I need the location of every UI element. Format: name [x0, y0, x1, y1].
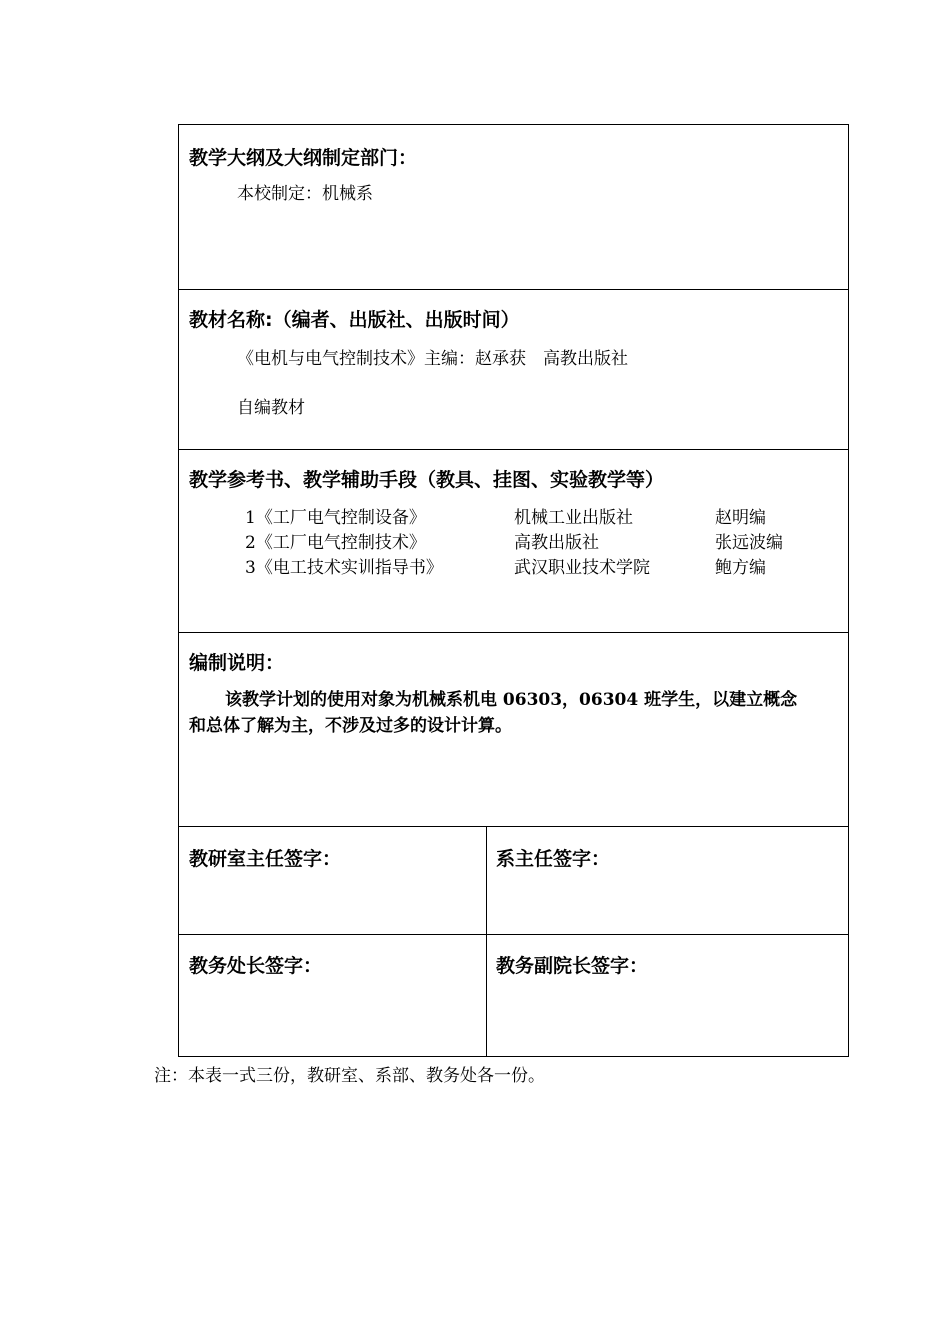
signature-row-2 [179, 935, 848, 1056]
syllabus-heading: 教学大纲及大纲制定部门： [189, 147, 418, 169]
footnote: 注：本表一式三份，教研室、系部、教务处各一份。 [154, 1066, 545, 1086]
reference-publisher: 高教出版社 [514, 533, 599, 553]
syllabus-section [179, 125, 848, 290]
reference-author: 赵明编 [715, 508, 766, 528]
reference-title: 1《工厂电气控制设备》 [245, 508, 426, 528]
notes-heading: 编制说明： [189, 652, 285, 674]
reference-author: 鲍方编 [715, 558, 766, 578]
dept-head-signature-label: 系主任签字： [496, 848, 611, 870]
signature-row-1 [179, 827, 848, 935]
academic-affairs-signature-label: 教务处长签字： [189, 955, 323, 977]
textbook-line-2: 自编教材 [237, 398, 305, 418]
textbook-heading: 教材名称:（编者、出版社、出版时间） [189, 309, 520, 331]
reference-title: 3《电工技术实训指导书》 [245, 558, 443, 578]
reference-publisher: 机械工业出版社 [514, 508, 633, 528]
column-divider [486, 935, 487, 1056]
textbook-section [179, 290, 848, 450]
dept-office-signature-label: 教研室主任签字： [189, 848, 342, 870]
syllabus-form [178, 124, 849, 1057]
references-heading: 教学参考书、教学辅助手段（教具、挂图、实验教学等） [189, 469, 665, 491]
notes-line-1: 该教学计划的使用对象为机械系机电 06303，06304 班学生，以建立概念 [225, 690, 798, 710]
reference-publisher: 武汉职业技术学院 [514, 558, 650, 578]
reference-author: 张远波编 [715, 533, 783, 553]
notes-line-2: 和总体了解为主，不涉及过多的设计计算。 [189, 716, 512, 736]
syllabus-content: 本校制定：机械系 [237, 184, 373, 204]
reference-title: 2《工厂电气控制技术》 [245, 533, 426, 553]
column-divider [486, 827, 487, 934]
textbook-line-1: 《电机与电气控制技术》主编：赵承获 高教出版社 [237, 349, 628, 369]
vice-president-signature-label: 教务副院长签字： [496, 955, 649, 977]
notes-section [179, 633, 848, 827]
references-section [179, 450, 848, 633]
